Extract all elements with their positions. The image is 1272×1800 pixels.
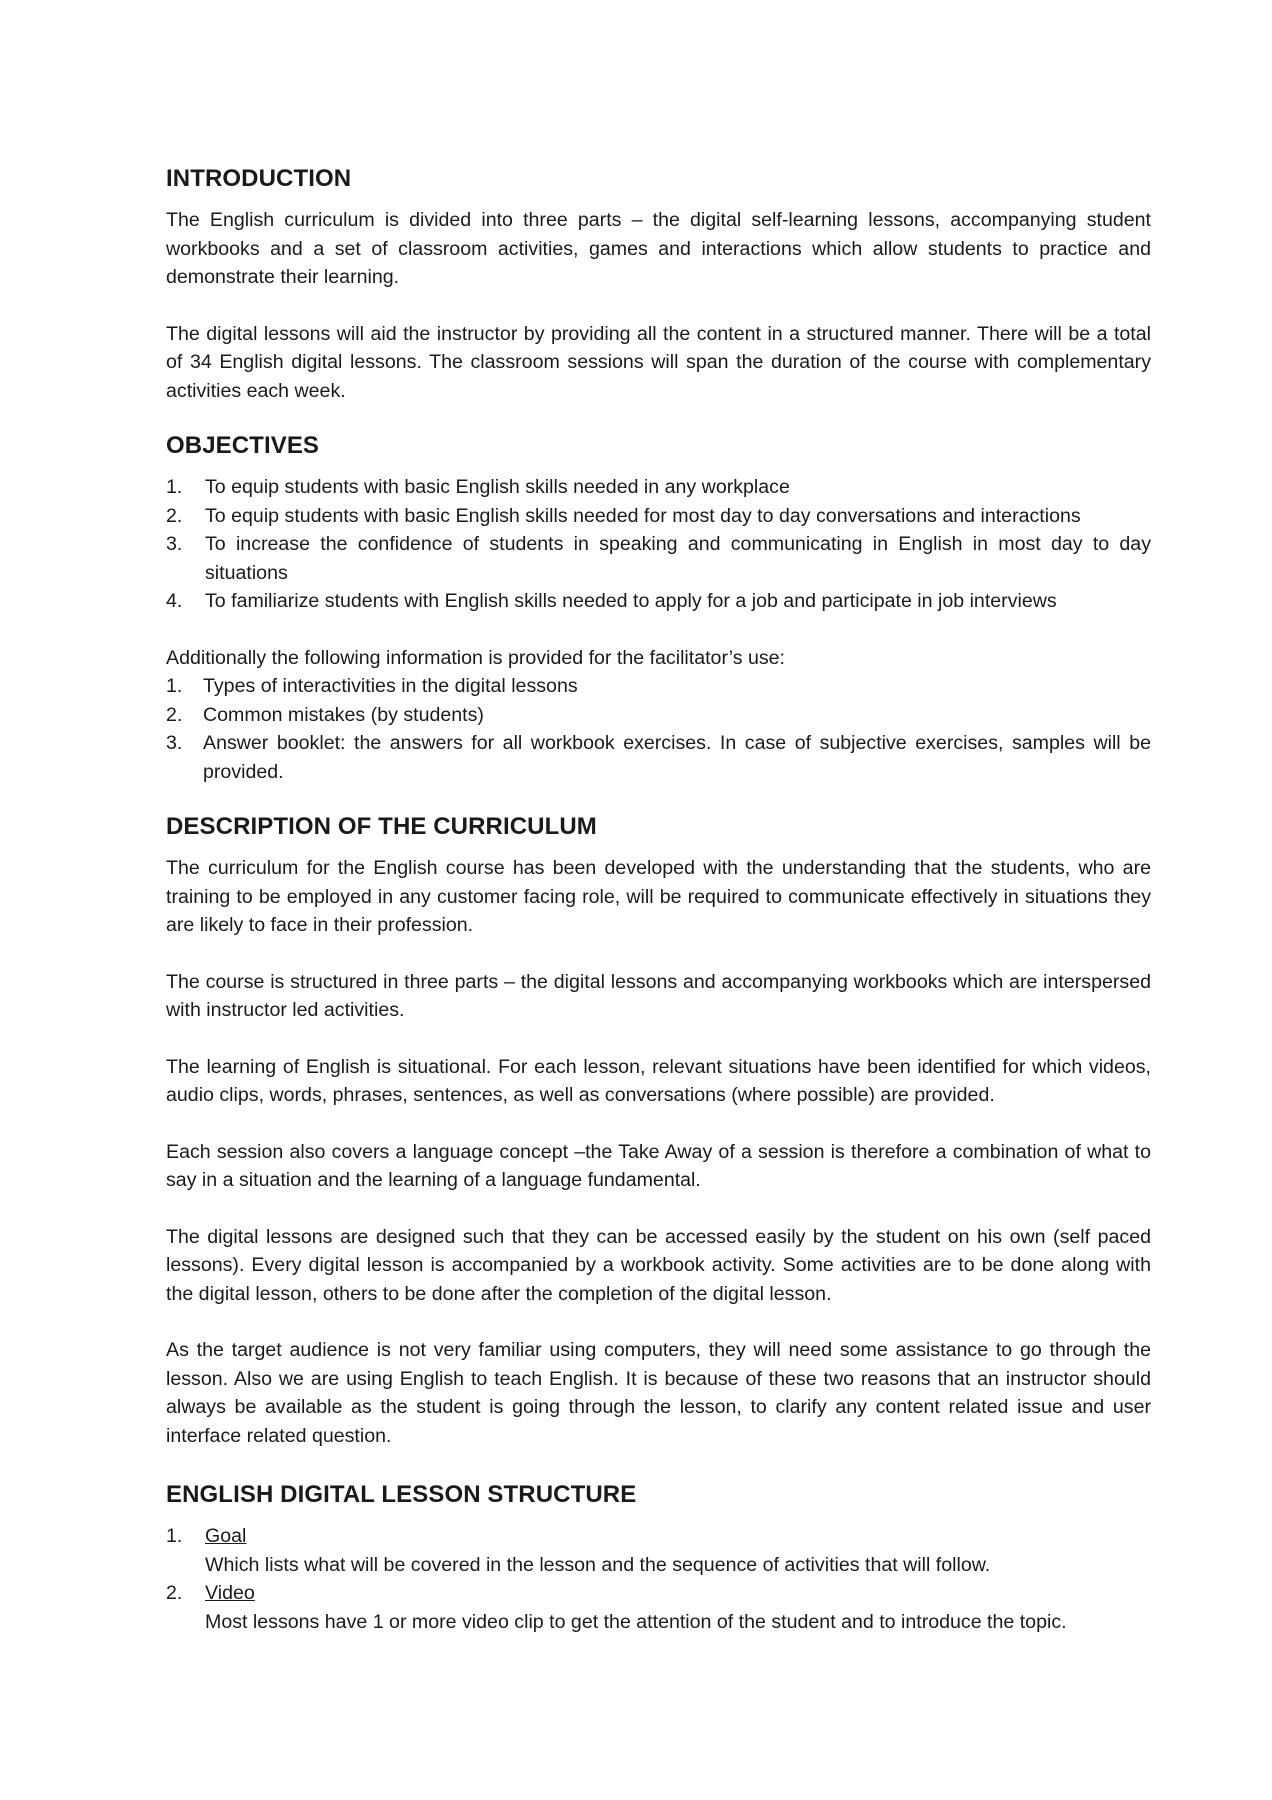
structure-list — [166, 1522, 1151, 1636]
list-item: 2. Common mistakes (by students) — [166, 703, 484, 726]
structure-item-text: Most lessons have 1 or more video clip to get the attention of the student and to introduce the topic. — [205, 1610, 1067, 1633]
document-page — [166, 164, 1151, 1636]
objectives-heading: OBJECTIVES — [166, 432, 320, 459]
introduction-paragraph-1: The English curriculum is divided into three parts – the digital self-learning lessons, accompanying student workbooks and a set of classroom activities, games and interactions which allow students to practice and demonstrate their learning. — [166, 209, 1151, 288]
description-paragraph: The digital lessons are designed such that they can be accessed easily by the student on his own (self paced lessons). Every digital lesson is accompanied by a workbook activity. Some activities are to be done along with the digital lesson, others to be done after the completion of the digital lesson. — [166, 1225, 1151, 1305]
description-paragraph: The learning of English is situational. For each lesson, relevant situations have been identified for which videos, audio clips, words, phrases, sentences, as well as conversations (where possible) are provided. — [166, 1055, 1151, 1106]
list-item: 2. Video Most lessons have 1 or more video clip to get the attention of the student and to introduce the topic. — [166, 1579, 1151, 1636]
description-paragraph: The course is structured in three parts – the digital lessons and accompanying workbooks which are interspersed with instructor led activities. — [166, 970, 1151, 1021]
description-paragraph: As the target audience is not very familiar using computers, they will need some assistance to go through the lesson. Also we are using English to teach English. It is because of these two reasons that an instructor should always be available as the student is going through the lesson, to clarify any content related issue and user interface related question. — [166, 1339, 1151, 1447]
description-heading: DESCRIPTION OF THE CURRICULUM — [166, 813, 597, 840]
objectives-list — [166, 473, 1151, 616]
list-item: 4. To familiarize students with English skills needed to apply for a job and participate in job interviews — [166, 590, 1057, 612]
additional-info-list — [166, 672, 1151, 786]
list-item: 3. To increase the confidence of students in speaking and communicating in English in most day to day situations — [166, 533, 1151, 584]
list-item: 1. Goal Which lists what will be covered in the lesson and the sequence of activities that will follow. — [166, 1522, 1151, 1579]
description-paragraph: The curriculum for the English course has been developed with the understanding that the students, who are training to be employed in any customer facing role, will be required to communicate effectively in situations they are likely to face in their profession. — [166, 857, 1151, 936]
description-paragraph: Each session also covers a language concept –the Take Away of a session is therefore a combination of what to say in a situation and the learning of a language fundamental. — [166, 1140, 1151, 1191]
structure-item-title: Goal — [205, 1525, 247, 1547]
list-item: 1. Types of interactivities in the digital lessons — [166, 675, 578, 697]
list-item: 1. To equip students with basic English skills needed in any workplace — [166, 476, 790, 498]
structure-heading: ENGLISH DIGITAL LESSON STRUCTURE — [166, 1481, 637, 1508]
list-item: 2. To equip students with basic English skills needed for most day to day conversations and interactions — [166, 504, 1081, 527]
structure-item-title: Video — [205, 1582, 255, 1604]
additional-info-intro: Additionally the following information is provided for the facilitator’s use: — [166, 646, 785, 669]
introduction-paragraph-2: The digital lessons will aid the instructor by providing all the content in a structured manner. There will be a total of 34 English digital lessons. The classroom sessions will span the duration of the course with complementary activities each week. — [166, 322, 1151, 402]
introduction-heading: INTRODUCTION — [166, 165, 352, 192]
list-item: 3. Answer booklet: the answers for all workbook exercises. In case of subjective exercises, samples will be provided. — [166, 732, 1151, 783]
structure-item-text: Which lists what will be covered in the lesson and the sequence of activities that will follow. — [205, 1553, 991, 1576]
